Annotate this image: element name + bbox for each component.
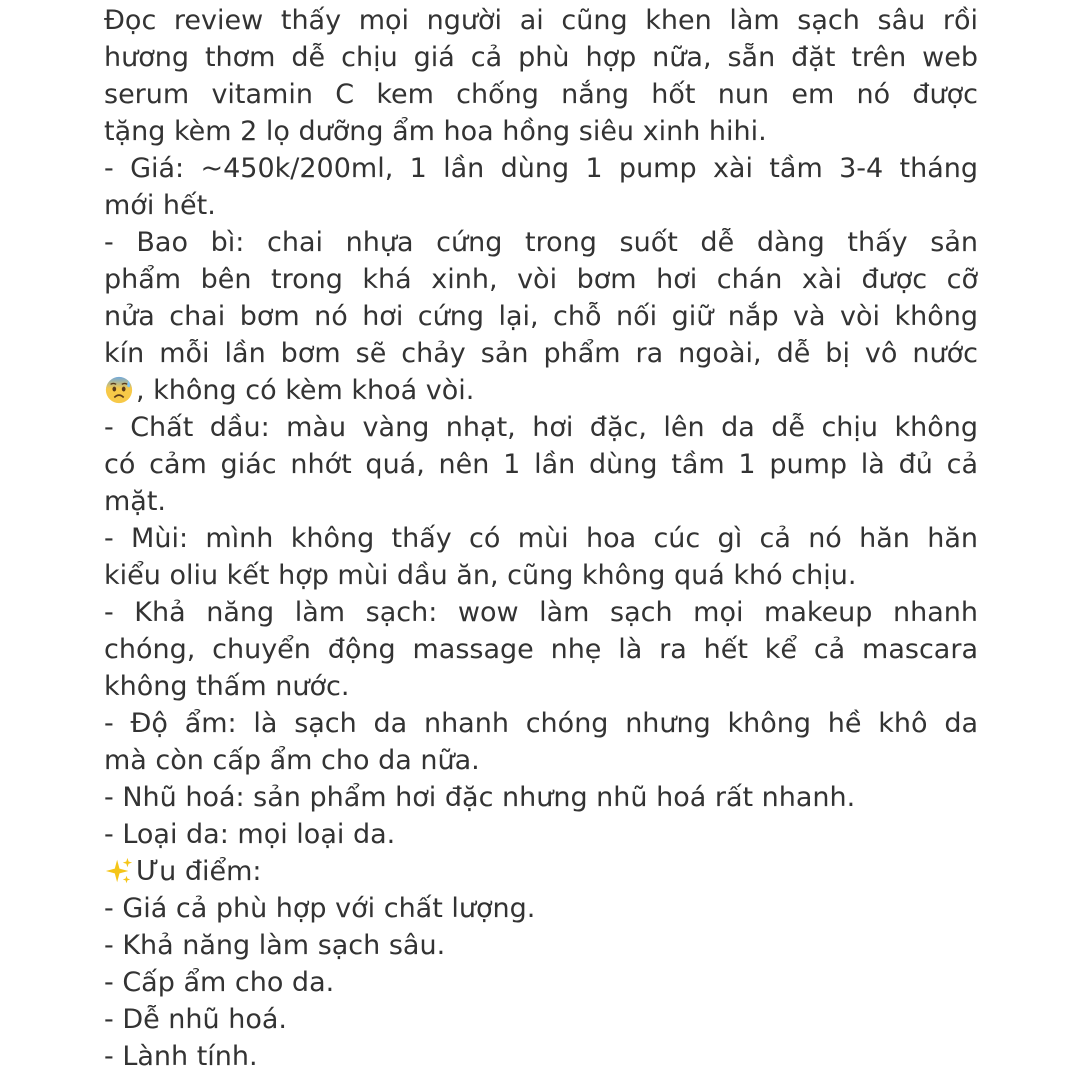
text-line <box>104 76 978 113</box>
text-line <box>104 372 978 409</box>
text-line <box>104 520 978 557</box>
text-line-content: Đọc review thấy mọi người ai cũng khen làm sạch sâu rồi <box>104 5 978 36</box>
text-line <box>104 1001 978 1038</box>
text-line <box>104 557 978 594</box>
text-line-content: mới hết. <box>104 190 216 221</box>
text-line <box>104 39 978 76</box>
text-line-content: mà còn cấp ẩm cho da nữa. <box>104 745 480 776</box>
text-line <box>104 668 978 705</box>
text-line-content: phẩm bên trong khá xinh, vòi bơm hơi chán xài được cỡ <box>104 264 978 295</box>
text-line <box>104 1038 978 1075</box>
text-line <box>104 224 978 261</box>
text-line <box>104 779 978 816</box>
text-line <box>104 964 978 1001</box>
text-line-content: - Khả năng làm sạch: wow làm sạch mọi makeup nhanh <box>104 597 978 628</box>
text-line <box>104 927 978 964</box>
text-line <box>104 150 978 187</box>
text-line-content: có cảm giác nhớt quá, nên 1 lần dùng tầm 1 pump là đủ cả <box>104 449 978 480</box>
text-line <box>104 298 978 335</box>
text-line-content: - Độ ẩm: là sạch da nhanh chóng nhưng không hề khô da <box>104 708 978 739</box>
text-line <box>104 409 978 446</box>
text-line <box>104 335 978 372</box>
text-line <box>104 187 978 224</box>
text-line-content: Ưu điểm: <box>136 856 262 887</box>
text-line <box>104 890 978 927</box>
text-line-content: - Giá: ~450k/200ml, 1 lần dùng 1 pump xài tầm 3-4 tháng <box>104 153 978 184</box>
text-line-content: - Khả năng làm sạch sâu. <box>104 930 446 961</box>
text-line <box>104 853 978 890</box>
anxious-sweat-face-icon <box>104 375 134 405</box>
text-line-content: serum vitamin C kem chống nắng hốt nun em nó được <box>104 79 978 110</box>
text-line-content: - Lành tính. <box>104 1041 258 1072</box>
text-line-content: tặng kèm 2 lọ dưỡng ẩm hoa hồng siêu xinh hihi. <box>104 116 767 147</box>
text-line <box>104 594 978 631</box>
sparkles-icon <box>104 856 134 886</box>
text-line <box>104 816 978 853</box>
text-line-content: kín mỗi lần bơm sẽ chảy sản phẩm ra ngoài, dễ bị vô nước <box>104 338 978 369</box>
text-line-content: chóng, chuyển động massage nhẹ là ra hết kể cả mascara <box>104 634 978 665</box>
text-line-content: - Mùi: mình không thấy có mùi hoa cúc gì cả nó hăn hăn <box>104 523 978 554</box>
text-line-content: - Cấp ẩm cho da. <box>104 967 335 998</box>
text-line <box>104 483 978 520</box>
text-line <box>104 113 978 150</box>
text-line-content: - Dễ nhũ hoá. <box>104 1004 287 1035</box>
text-line-content: hương thơm dễ chịu giá cả phù hợp nữa, sẵn đặt trên web <box>104 42 978 73</box>
text-line-content: - Chất dầu: màu vàng nhạt, hơi đặc, lên da dễ chịu không <box>104 412 978 443</box>
text-line <box>104 2 978 39</box>
text-line <box>104 705 978 742</box>
text-line-content: - Loại da: mọi loại da. <box>104 819 396 850</box>
review-text <box>104 2 978 1075</box>
text-line-content: - Giá cả phù hợp với chất lượng. <box>104 893 536 924</box>
text-line <box>104 742 978 779</box>
text-line <box>104 631 978 668</box>
text-line-content: - Bao bì: chai nhựa cứng trong suốt dễ dàng thấy sản <box>104 227 978 258</box>
text-line-content: không thấm nước. <box>104 671 350 702</box>
text-line <box>104 261 978 298</box>
text-line <box>104 446 978 483</box>
text-line-content: mặt. <box>104 486 167 517</box>
text-line-content: - Nhũ hoá: sản phẩm hơi đặc nhưng nhũ hoá rất nhanh. <box>104 782 856 813</box>
text-line-content: kiểu oliu kết hợp mùi dầu ăn, cũng không quá khó chịu. <box>104 560 857 591</box>
text-line-content: , không có kèm khoá vòi. <box>136 375 475 406</box>
text-line-content: nửa chai bơm nó hơi cứng lại, chỗ nối giữ nắp và vòi không <box>104 301 978 332</box>
